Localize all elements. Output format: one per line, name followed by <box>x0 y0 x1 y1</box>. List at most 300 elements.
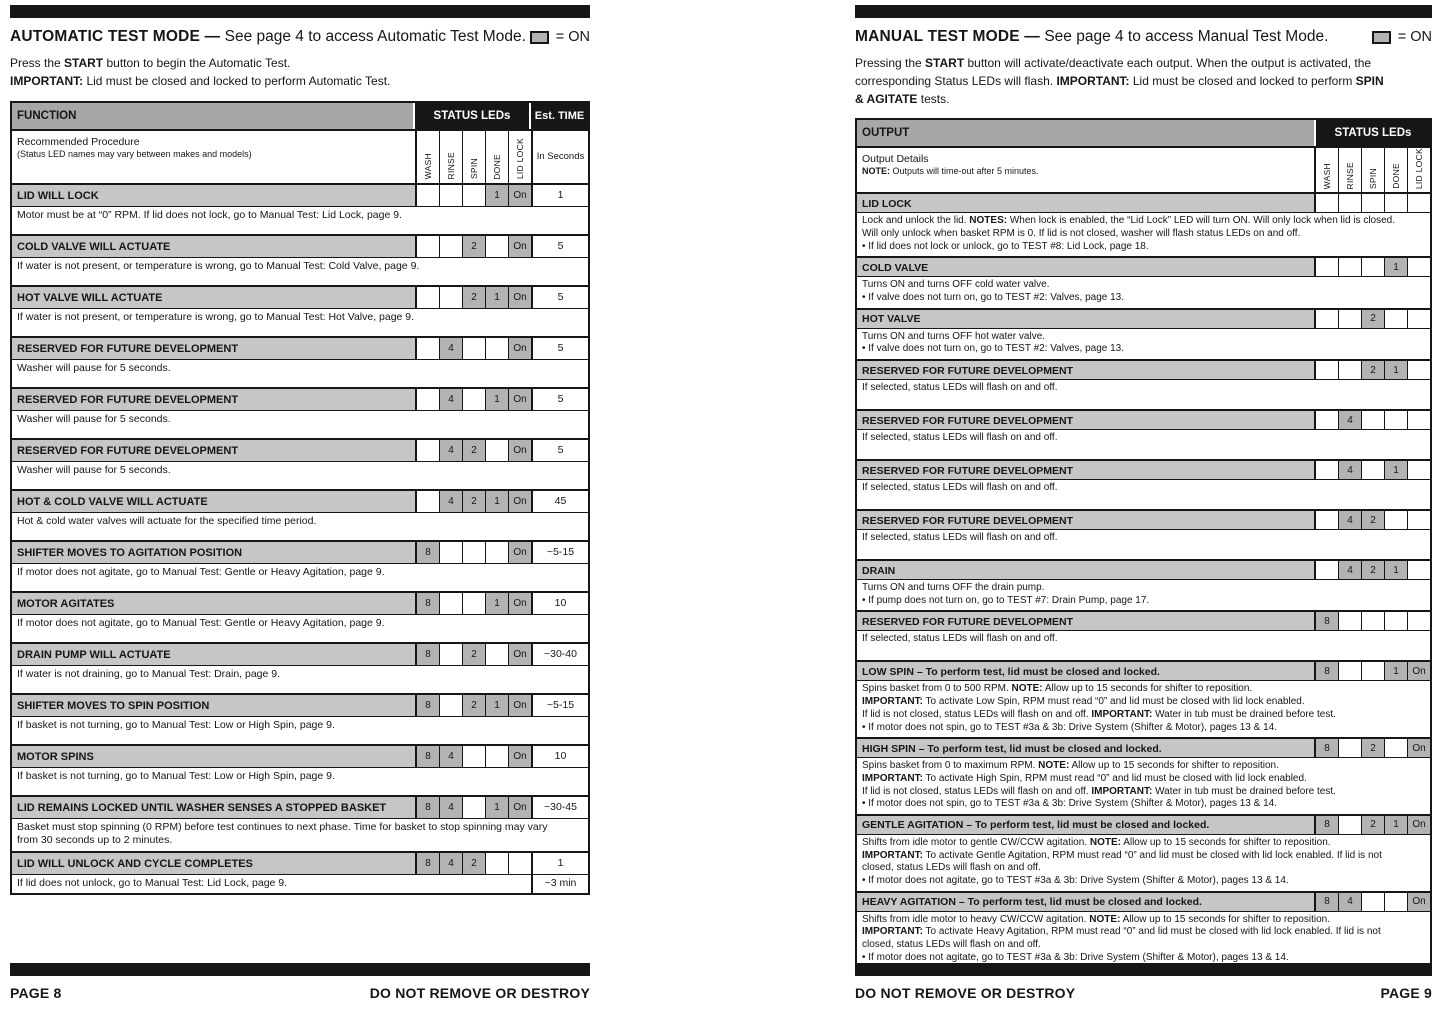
on-swatch-icon <box>1372 31 1391 44</box>
led-cell-wash: 8 <box>1315 816 1338 834</box>
row-description: Washer will pause for 5 seconds. <box>12 461 588 489</box>
led-label-done: DONE <box>485 131 508 183</box>
test-row <box>857 359 1430 409</box>
page9-footer <box>855 963 1432 1001</box>
led-cell-spin: 2 <box>1361 511 1384 529</box>
test-row <box>12 851 588 894</box>
led-cell-done <box>1384 612 1407 630</box>
led-label-wash: WASH <box>416 131 439 183</box>
section-title-rest: See page 4 to access Manual Test Mode. <box>1044 28 1329 45</box>
section-title <box>10 28 526 46</box>
led-cell-wash <box>1315 511 1338 529</box>
function-title: RESERVED FOR FUTURE DEVELOPMENT <box>12 440 416 461</box>
led-cell-lid-lock: On <box>508 389 531 410</box>
led-cell-spin: 2 <box>462 853 485 874</box>
led-cell-wash: 8 <box>416 593 439 614</box>
on-legend-label: = ON <box>1397 29 1432 45</box>
led-label-spin: SPIN <box>1361 148 1384 192</box>
row-description: Washer will pause for 5 seconds. <box>12 359 588 387</box>
on-legend <box>530 29 590 45</box>
led-cell-wash <box>416 287 439 308</box>
output-title: RESERVED FOR FUTURE DEVELOPMENT <box>857 461 1315 479</box>
row-description: If selected, status LEDs will flash on and off. <box>857 630 1430 660</box>
led-cell-spin: 2 <box>462 440 485 461</box>
footer-rule-bar <box>10 963 590 976</box>
footer-text-row <box>10 985 590 1001</box>
output-title: RESERVED FOR FUTURE DEVELOPMENT <box>857 361 1315 379</box>
row-description: If selected, status LEDs will flash on and off. <box>857 429 1430 459</box>
led-label-rinse: RINSE <box>1338 148 1361 192</box>
led-cell-done: 1 <box>485 287 508 308</box>
led-cell-wash <box>1315 411 1338 429</box>
table-subheader-row <box>857 148 1430 192</box>
row-description: If selected, status LEDs will flash on and off. <box>857 379 1430 409</box>
led-cell-done: 1 <box>1384 816 1407 834</box>
est-time-cell: ~5-15 <box>531 542 588 563</box>
led-cell-spin <box>1361 258 1384 276</box>
led-cell-wash <box>416 236 439 257</box>
subheader-line2: NOTE: Outputs will time-out after 5 minutes. <box>862 166 1039 177</box>
led-cell-rinse: 4 <box>1338 511 1361 529</box>
led-cell-wash: 8 <box>416 695 439 716</box>
function-title: RESERVED FOR FUTURE DEVELOPMENT <box>12 338 416 359</box>
row-description: If lid does not unlock, go to Manual Test: Lid Lock, page 9. ~3 min <box>12 874 588 894</box>
led-cell-done: 1 <box>485 491 508 512</box>
est-time-cell: 5 <box>531 236 588 257</box>
row-description: If motor does not agitate, go to Manual Test: Gentle or Heavy Agitation, page 9. <box>12 614 588 642</box>
led-cell-done <box>1384 739 1407 757</box>
page8-footer <box>10 963 590 1001</box>
led-cell-spin <box>462 593 485 614</box>
led-cell-wash <box>416 440 439 461</box>
table-subheader-row <box>12 131 588 183</box>
row-title-line <box>12 593 588 614</box>
test-row <box>857 308 1430 359</box>
led-cell-rinse: 4 <box>1338 561 1361 579</box>
led-cell-done: 1 <box>1384 258 1407 276</box>
est-time-cell: 5 <box>531 287 588 308</box>
intro-text: Pressing the START button will activate/deactivate each output. When the output is activated, the corresponding Status LEDs will flash. IMPORTANT: Lid must be closed and locked to perform SPIN & AGITATE tests. <box>855 56 1384 106</box>
row-title-line <box>857 258 1430 276</box>
led-cell-lid-lock <box>1407 612 1430 630</box>
row-title-line <box>857 739 1430 757</box>
led-cell-lid-lock: On <box>508 491 531 512</box>
test-row <box>857 509 1430 559</box>
led-cell-wash <box>1315 194 1338 212</box>
row-description: Motor must be at “0” RPM. If lid does not lock, go to Manual Test: Lid Lock, page 9. <box>12 206 588 234</box>
row-title-line <box>857 816 1430 834</box>
subheader-line1: Recommended Procedure <box>17 135 140 148</box>
row-title-line <box>12 440 588 461</box>
led-cell-done <box>1384 893 1407 911</box>
row-description: Basket must stop spinning (0 RPM) before test continues to next phase. Time for basket to stop spinning may vary from 30 seconds up to 2 minutes. <box>12 818 588 851</box>
led-cell-wash: 8 <box>1315 893 1338 911</box>
test-row <box>12 285 588 336</box>
subheader-line2: (Status LED names may vary between makes and models) <box>17 148 252 159</box>
row-title-line <box>857 511 1430 529</box>
page-number: PAGE 8 <box>10 985 62 1001</box>
led-cell-spin <box>1361 411 1384 429</box>
page9-title-row <box>855 28 1432 46</box>
output-title: HIGH SPIN – To perform test, lid must be closed and locked. <box>857 739 1315 757</box>
intro-text: Press the START button to begin the Automatic Test. IMPORTANT: Lid must be closed and locked to perform Automatic Test. <box>10 56 391 88</box>
led-cell-rinse <box>439 695 462 716</box>
function-title: LID WILL UNLOCK AND CYCLE COMPLETES <box>12 853 416 874</box>
page-8 <box>10 0 590 1010</box>
test-row <box>857 814 1430 891</box>
test-row <box>12 489 588 540</box>
led-cell-done <box>485 644 508 665</box>
led-cell-rinse <box>1338 739 1361 757</box>
led-cell-spin: 2 <box>462 644 485 665</box>
function-title: LID WILL LOCK <box>12 185 416 206</box>
output-title: HEAVY AGITATION – To perform test, lid must be closed and locked. <box>857 893 1315 911</box>
row-description: If water is not present, or temperature is wrong, go to Manual Test: Hot Valve, page 9. <box>12 308 588 336</box>
table-header-row <box>12 103 588 131</box>
led-cell-lid-lock <box>1407 361 1430 379</box>
row-title-line <box>857 194 1430 212</box>
test-row <box>12 234 588 285</box>
led-label-lid-lock: LID LOCK <box>1407 148 1430 192</box>
row-title-line <box>12 746 588 767</box>
led-cell-lid-lock <box>1407 258 1430 276</box>
led-cell-lid-lock: On <box>508 287 531 308</box>
led-cell-wash: 8 <box>416 542 439 563</box>
row-title-line <box>12 338 588 359</box>
row-title-line <box>857 612 1430 630</box>
led-cell-lid-lock: On <box>508 440 531 461</box>
function-title: COLD VALVE WILL ACTUATE <box>12 236 416 257</box>
page-number: PAGE 9 <box>1380 985 1432 1001</box>
row-title-line <box>12 185 588 206</box>
led-cell-wash <box>1315 461 1338 479</box>
led-label-done: DONE <box>1384 148 1407 192</box>
automatic-test-rows <box>12 183 588 894</box>
led-cell-rinse: 4 <box>439 389 462 410</box>
row-description: If selected, status LEDs will flash on and off. <box>857 479 1430 509</box>
function-title: SHIFTER MOVES TO SPIN POSITION <box>12 695 416 716</box>
led-cell-wash: 8 <box>1315 612 1338 630</box>
function-column-header: FUNCTION <box>12 103 413 129</box>
test-row <box>12 387 588 438</box>
led-cell-rinse <box>439 542 462 563</box>
test-row <box>857 559 1430 610</box>
led-cell-spin: 2 <box>462 695 485 716</box>
led-cell-wash <box>416 389 439 410</box>
led-cell-done: 1 <box>1384 361 1407 379</box>
led-cell-lid-lock <box>1407 310 1430 328</box>
est-time-cell: 1 <box>531 185 588 206</box>
led-cell-rinse: 4 <box>439 491 462 512</box>
est-time-cell: 5 <box>531 338 588 359</box>
led-cell-done: 1 <box>1384 662 1407 680</box>
output-title: HOT VALVE <box>857 310 1315 328</box>
row-description: Shifts from idle motor to gentle CW/CCW agitation. NOTE: Allow up to 15 seconds for shifter to reposition. IMPORTANT: To activate Gentle Agitation, RPM must read “0” and lid must be closed with lid lock enabled. If lid is not closed, status LEDs will flash on and off. • If motor does not agitate, go to TEST #3a & 3b: Drive System (Shifter & Motor), pages 13 & 14. <box>857 834 1430 891</box>
led-cell-done: 1 <box>485 593 508 614</box>
test-row <box>857 737 1430 814</box>
top-rule-bar <box>855 5 1432 18</box>
row-title-line <box>12 287 588 308</box>
output-title: LID LOCK <box>857 194 1315 212</box>
function-title: HOT & COLD VALVE WILL ACTUATE <box>12 491 416 512</box>
page-9 <box>855 0 1432 1010</box>
test-row <box>857 192 1430 256</box>
test-row <box>12 336 588 387</box>
row-title-line <box>12 542 588 563</box>
output-title: LOW SPIN – To perform test, lid must be closed and locked. <box>857 662 1315 680</box>
led-cell-done <box>485 542 508 563</box>
led-cell-done: 1 <box>485 797 508 818</box>
test-row <box>857 256 1430 307</box>
led-cell-lid-lock: On <box>1407 816 1430 834</box>
row-title-line <box>12 853 588 874</box>
led-cell-rinse <box>439 644 462 665</box>
test-row <box>12 744 588 795</box>
led-cell-done: 1 <box>485 185 508 206</box>
row-title-line <box>857 310 1430 328</box>
led-cell-wash: 8 <box>416 853 439 874</box>
top-rule-bar <box>10 5 590 18</box>
row-title-line <box>857 893 1430 911</box>
function-title: DRAIN PUMP WILL ACTUATE <box>12 644 416 665</box>
est-time-cell: 1 <box>531 853 588 874</box>
row-description: If motor does not agitate, go to Manual Test: Gentle or Heavy Agitation, page 9. <box>12 563 588 591</box>
led-cell-spin <box>1361 461 1384 479</box>
led-cell-wash <box>1315 361 1338 379</box>
led-cell-wash <box>416 491 439 512</box>
led-cell-spin: 2 <box>462 491 485 512</box>
function-title: SHIFTER MOVES TO AGITATION POSITION <box>12 542 416 563</box>
row-description: If selected, status LEDs will flash on and off. <box>857 529 1430 559</box>
function-title: HOT VALVE WILL ACTUATE <box>12 287 416 308</box>
on-legend-label: = ON <box>555 29 590 45</box>
led-cell-done <box>1384 411 1407 429</box>
led-cell-spin: 2 <box>462 287 485 308</box>
est-time-cell: ~30-40 <box>531 644 588 665</box>
footer-text-row <box>855 985 1432 1001</box>
row-title-line <box>857 361 1430 379</box>
led-cell-rinse <box>1338 310 1361 328</box>
do-not-remove-note: DO NOT REMOVE OR DESTROY <box>369 985 590 1001</box>
led-cell-lid-lock <box>1407 194 1430 212</box>
row-title-line <box>857 561 1430 579</box>
est-time-cell: 45 <box>531 491 588 512</box>
led-cell-rinse: 4 <box>439 797 462 818</box>
led-cell-wash <box>416 185 439 206</box>
led-cell-lid-lock <box>1407 511 1430 529</box>
footer-rule-bar <box>855 963 1432 976</box>
led-cell-spin: 2 <box>1361 310 1384 328</box>
led-cell-rinse <box>1338 612 1361 630</box>
est-time-cell: ~30-45 <box>531 797 588 818</box>
led-cell-wash: 8 <box>1315 662 1338 680</box>
row-title-line <box>12 644 588 665</box>
led-cell-spin: 2 <box>1361 361 1384 379</box>
led-cell-done <box>1384 511 1407 529</box>
est-time-cell: 5 <box>531 389 588 410</box>
led-cell-lid-lock <box>1407 561 1430 579</box>
row-description: If water is not draining, go to Manual Test: Drain, page 9. <box>12 665 588 693</box>
row-description: Lock and unlock the lid. NOTES: When lock is enabled, the “Lid Lock” LED will turn ON. Will only lock when lid is closed. Will only unlock when basket RPM is 0. If lid is not closed, washer will flash status LEDs on and off. • If lid does not lock or unlock, go to TEST #8: Lid Lock, page 18. <box>857 212 1430 256</box>
led-cell-spin <box>1361 662 1384 680</box>
automatic-test-table <box>10 101 590 896</box>
led-cell-lid-lock <box>1407 411 1430 429</box>
led-cell-done <box>485 236 508 257</box>
test-row <box>12 642 588 693</box>
test-row <box>12 795 588 851</box>
led-cell-lid-lock: On <box>508 542 531 563</box>
led-cell-done <box>485 853 508 874</box>
output-title: COLD VALVE <box>857 258 1315 276</box>
led-cell-done <box>1384 310 1407 328</box>
on-swatch-icon <box>530 31 549 44</box>
section-title-bold: AUTOMATIC TEST MODE — <box>10 28 221 45</box>
led-cell-wash <box>1315 258 1338 276</box>
section-title-rest: See page 4 to access Automatic Test Mode. <box>224 28 526 45</box>
led-cell-spin <box>462 797 485 818</box>
test-row <box>12 540 588 591</box>
led-cell-spin: 2 <box>462 236 485 257</box>
led-cell-wash <box>1315 310 1338 328</box>
page8-title-row <box>10 28 590 46</box>
est-time-cell: 10 <box>531 746 588 767</box>
row-title-line <box>12 695 588 716</box>
led-cell-spin <box>1361 612 1384 630</box>
function-title: LID REMAINS LOCKED UNTIL WASHER SENSES A STOPPED BASKET <box>12 797 416 818</box>
led-cell-done <box>485 746 508 767</box>
led-cell-rinse: 4 <box>439 440 462 461</box>
row-title-line <box>12 389 588 410</box>
led-cell-rinse <box>439 236 462 257</box>
led-cell-done <box>1384 194 1407 212</box>
led-label-spin: SPIN <box>462 131 485 183</box>
led-cell-lid-lock: On <box>508 797 531 818</box>
led-cell-lid-lock: On <box>1407 662 1430 680</box>
row-description: Shifts from idle motor to heavy CW/CCW agitation. NOTE: Allow up to 15 seconds for shifter to reposition. IMPORTANT: To activate Heavy Agitation, RPM must read “0” and lid must be closed with lid lock enabled. If lid is not closed, status LEDs will flash on and off. • If motor does not agitate, go to TEST #3a & 3b: Drive System (Shifter & Motor), pages 13 & 14. <box>857 911 1430 968</box>
led-cell-spin <box>1361 893 1384 911</box>
row-description: If basket is not turning, go to Manual Test: Low or High Spin, page 9. <box>12 716 588 744</box>
function-title: MOTOR SPINS <box>12 746 416 767</box>
output-details-cell <box>857 148 1315 192</box>
test-row <box>12 693 588 744</box>
row-description: If water is not present, or temperature is wrong, go to Manual Test: Cold Valve, page 9. <box>12 257 588 285</box>
subheader-line1: Output Details <box>862 153 929 166</box>
led-cell-lid-lock: On <box>508 338 531 359</box>
led-cell-rinse <box>439 593 462 614</box>
led-cell-rinse: 4 <box>1338 411 1361 429</box>
test-row <box>12 183 588 234</box>
led-cell-rinse <box>439 287 462 308</box>
row-description: Spins basket from 0 to maximum RPM. NOTE: Allow up to 15 seconds for shifter to reposition. IMPORTANT: To activate High Spin, RPM must read “0” and lid must be closed with lid lock enabled. If lid is not closed, status LEDs will flash on and off. IMPORTANT: Water in tub must be drained before test. • If motor does not spin, go to TEST #3a & 3b: Drive System (Shifter & Motor), pages 13 & 14. <box>857 757 1430 814</box>
led-cell-lid-lock: On <box>1407 739 1430 757</box>
test-row <box>857 409 1430 459</box>
output-title: GENTLE AGITATION – To perform test, lid must be closed and locked. <box>857 816 1315 834</box>
est-time-cell: ~5-15 <box>531 695 588 716</box>
led-cell-rinse: 4 <box>1338 461 1361 479</box>
led-cell-lid-lock: On <box>508 593 531 614</box>
section-title <box>855 28 1328 46</box>
status-leds-header: STATUS LEDs <box>1316 120 1430 146</box>
led-cell-lid-lock: On <box>508 644 531 665</box>
est-time-cell: 10 <box>531 593 588 614</box>
led-cell-spin: 2 <box>1361 561 1384 579</box>
led-cell-done: 1 <box>485 695 508 716</box>
row-title-line <box>857 461 1430 479</box>
led-label-wash: WASH <box>1315 148 1338 192</box>
led-cell-spin <box>462 338 485 359</box>
row-title-line <box>857 411 1430 429</box>
function-title: MOTOR AGITATES <box>12 593 416 614</box>
led-cell-rinse: 4 <box>1338 893 1361 911</box>
output-title: RESERVED FOR FUTURE DEVELOPMENT <box>857 612 1315 630</box>
est-time-cell: 5 <box>531 440 588 461</box>
led-cell-done: 1 <box>1384 461 1407 479</box>
led-cell-rinse <box>1338 258 1361 276</box>
led-cell-wash: 8 <box>1315 739 1338 757</box>
est-time-header: Est. TIME <box>531 103 588 129</box>
row-title-line <box>12 491 588 512</box>
output-title: RESERVED FOR FUTURE DEVELOPMENT <box>857 411 1315 429</box>
test-row <box>857 891 1430 968</box>
section-title-bold: MANUAL TEST MODE — <box>855 28 1041 45</box>
led-cell-rinse <box>1338 361 1361 379</box>
led-cell-rinse <box>1338 662 1361 680</box>
led-cell-done <box>485 338 508 359</box>
function-title: RESERVED FOR FUTURE DEVELOPMENT <box>12 389 416 410</box>
led-cell-done <box>485 440 508 461</box>
on-legend <box>1372 29 1432 45</box>
led-cell-spin <box>1361 194 1384 212</box>
table-header-row <box>857 120 1430 148</box>
row-description: Spins basket from 0 to 500 RPM. NOTE: Allow up to 15 seconds for shifter to reposition. IMPORTANT: To activate Low Spin, RPM must read “0” and lid must be closed with lid lock enabled. If lid is not closed, status LEDs will flash on and off. IMPORTANT: Water in tub must be drained before test. • If motor does not spin, go to TEST #3a & 3b: Drive System (Shifter & Motor), pages 13 & 14. <box>857 680 1430 737</box>
test-row <box>12 438 588 489</box>
led-cell-rinse <box>1338 816 1361 834</box>
row-description: Turns ON and turns OFF hot water valve. • If valve does not turn on, go to TEST #2: Valves, page 13. <box>857 328 1430 359</box>
led-cell-lid-lock <box>1407 461 1430 479</box>
status-leds-header: STATUS LEDs <box>415 103 529 129</box>
in-seconds-cell: In Seconds <box>531 131 588 183</box>
row-description: Hot & cold water valves will actuate for the specified time period. <box>12 512 588 540</box>
output-title: RESERVED FOR FUTURE DEVELOPMENT <box>857 511 1315 529</box>
led-cell-done: 1 <box>1384 561 1407 579</box>
row-description: Turns ON and turns OFF cold water valve. • If valve does not turn on, go to TEST #2: Valves, page 13. <box>857 276 1430 307</box>
row-title-line <box>857 662 1430 680</box>
manual-test-rows <box>857 192 1430 967</box>
led-cell-lid-lock: On <box>508 236 531 257</box>
led-cell-lid-lock: On <box>508 695 531 716</box>
led-cell-rinse: 4 <box>439 338 462 359</box>
led-cell-wash: 8 <box>416 644 439 665</box>
test-row <box>857 660 1430 737</box>
led-cell-wash: 8 <box>416 746 439 767</box>
output-title: DRAIN <box>857 561 1315 579</box>
output-column-header: OUTPUT <box>857 120 1314 146</box>
test-row <box>12 591 588 642</box>
led-cell-wash: 8 <box>416 797 439 818</box>
row-title-line <box>12 236 588 257</box>
led-cell-wash <box>1315 561 1338 579</box>
led-cell-lid-lock: On <box>1407 893 1430 911</box>
do-not-remove-note: DO NOT REMOVE OR DESTROY <box>855 985 1076 1001</box>
recommended-procedure-cell <box>12 131 416 183</box>
led-cell-rinse: 4 <box>439 853 462 874</box>
led-cell-spin <box>462 746 485 767</box>
row-description: If basket is not turning, go to Manual Test: Low or High Spin, page 9. <box>12 767 588 795</box>
led-cell-spin <box>462 542 485 563</box>
manual-test-table <box>855 118 1432 969</box>
led-cell-lid-lock: On <box>508 185 531 206</box>
led-cell-wash <box>416 338 439 359</box>
